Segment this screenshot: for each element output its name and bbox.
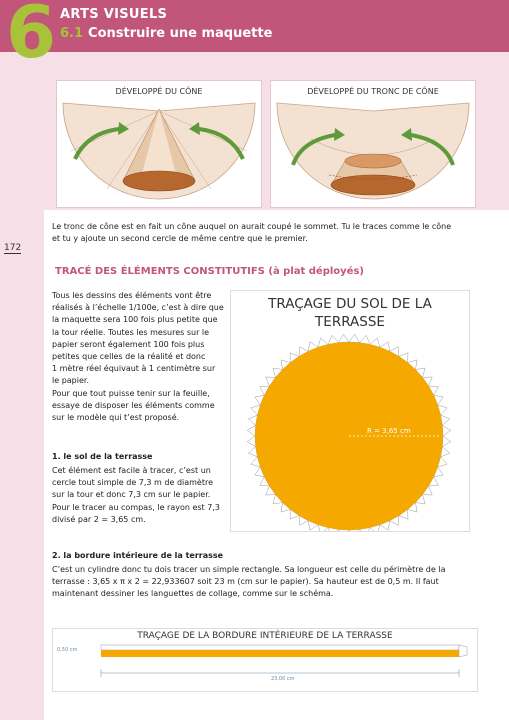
section-title xyxy=(60,26,272,41)
glue-tab-strip xyxy=(101,645,459,650)
end-glue-tab xyxy=(459,645,467,657)
glue-tab xyxy=(349,334,360,342)
bordure-heading: 2. la bordure intérieure de la terrasse xyxy=(52,551,224,560)
sol-paragraph xyxy=(52,465,230,526)
sol-line: cercle tout simple de 7,3 m de diamètre xyxy=(52,478,214,488)
section-label: ARTS VISUELS xyxy=(60,7,168,22)
body-line: la maquette sera 100 fois plus petite que xyxy=(52,315,218,325)
body-line: le papier. xyxy=(52,376,89,386)
bordure-figure xyxy=(52,628,478,692)
body-line: 1 mètre réel équivaut à 1 centimètre sur xyxy=(52,364,216,374)
intro-line-2: et tu y ajoute un second cercle de même centre que le premier. xyxy=(52,234,308,244)
body-line: petites que celles de la réalité et donc xyxy=(52,352,206,362)
body-line: sur le modèle qui t’est proposé. xyxy=(52,413,180,423)
chapter-number: 6 xyxy=(6,0,57,74)
left-margin-band xyxy=(0,0,36,720)
body-line: Tous les dessins des éléments vont être xyxy=(52,291,212,300)
glue-tab xyxy=(247,436,255,447)
cone-figure xyxy=(56,80,262,208)
glue-tab xyxy=(339,334,350,342)
body-line: réalisés à l’échelle 1/100e, c’est à dire que xyxy=(52,303,224,313)
length-label: 23,00 cm xyxy=(271,676,295,682)
bordure-line: maintenant dessiner les languettes de collage, comme sur le schéma. xyxy=(52,589,334,599)
sol-line: sur la tour et donc 7,3 cm sur le papier. xyxy=(52,490,211,500)
section-heading xyxy=(55,266,364,277)
sol-line: Pour le tracer au compas, le rayon est 7,3 xyxy=(52,502,220,512)
sol-heading: 1. le sol de la terrasse xyxy=(52,452,153,461)
radius-label: R = 3,65 cm xyxy=(367,427,411,435)
glue-tab xyxy=(442,426,450,437)
height-label: 0,50 cm xyxy=(57,647,78,653)
page-number: 172 xyxy=(4,243,22,253)
glue-tab xyxy=(442,436,450,447)
bordure-paragraph xyxy=(52,564,502,601)
glue-tab xyxy=(247,426,255,437)
section-heading-sub: (à plat déployés) xyxy=(268,266,364,277)
tronc-figure xyxy=(270,80,476,208)
sol-line: divisé par 2 = 3,65 cm. xyxy=(52,514,146,524)
bordure-strip xyxy=(101,650,459,657)
body-line: Pour que tout puisse tenir sur la feuille, xyxy=(52,388,210,398)
tronc-figure-title: DÉVELOPPÉ DU TRONC DE CÔNE xyxy=(307,87,439,96)
section-number: 6.1 xyxy=(60,26,84,41)
body-line: papier seront également 100 fois plus xyxy=(52,339,205,349)
section-heading-main: TRACÉ DES ÉLÉMENTS CONSTITUTIFS xyxy=(55,266,265,277)
bordure-line: terrasse : 3,65 x π x 2 = 22,933607 soit 23 m (cm sur le papier). Sa hauteur est de 0,5 m. Il faut xyxy=(52,577,439,587)
sol-figure-title-line-2: TERRASSE xyxy=(315,314,385,330)
tronc-diagram xyxy=(271,81,475,207)
sol-diagram xyxy=(231,291,469,531)
body-line: essaye de disposer les éléments comme xyxy=(52,400,215,410)
cone-figure-title: DÉVELOPPÉ DU CÔNE xyxy=(115,87,203,96)
intro-line-1: Le tronc de cône est en fait un cône auquel on aurait coupé le sommet. Tu le traces comme le cône xyxy=(52,222,452,231)
sol-line: Cet élément est facile à tracer, c’est un xyxy=(52,466,211,475)
intro-paragraph xyxy=(52,221,502,245)
sol-figure xyxy=(230,290,470,532)
bordure-line: C’est un cylindre donc tu dois tracer un simple rectangle. Sa longueur est celle du périmètre de la xyxy=(52,565,446,574)
cone-diagram xyxy=(57,81,261,207)
sol-figure-title-line-1: TRAÇAGE DU SOL DE LA xyxy=(268,296,432,312)
section-title-text: Construire une maquette xyxy=(88,26,273,41)
body-line: la tour réelle. Toutes les mesures sur le xyxy=(52,327,210,337)
scale-paragraph xyxy=(52,290,230,424)
bordure-diagram xyxy=(53,629,477,691)
bordure-figure-title: TRAÇAGE DE LA BORDURE INTÉRIEURE DE LA TERRASSE xyxy=(137,631,393,641)
